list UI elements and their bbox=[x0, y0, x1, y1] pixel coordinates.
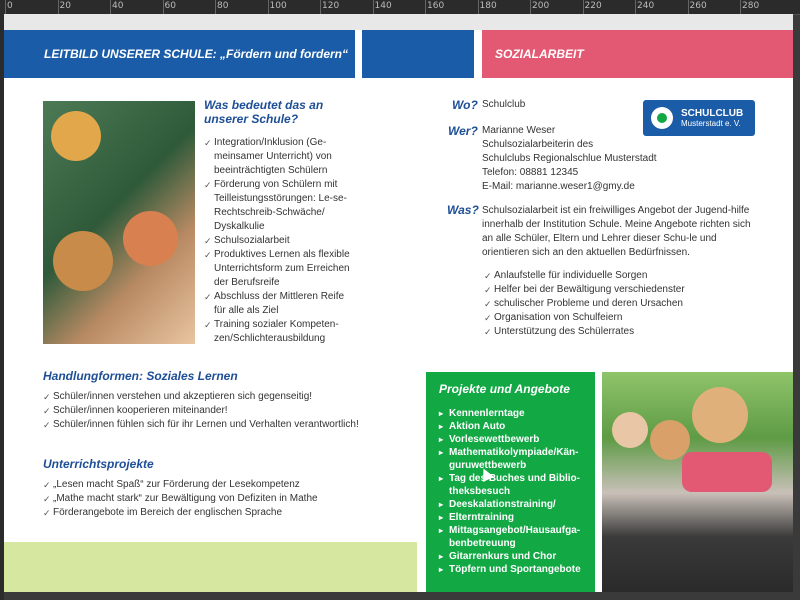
sozial-item: ✓ schulischer Probleme und deren Ursachen bbox=[484, 297, 754, 311]
handlung-item: ✓ Schüler/innen kooperieren miteinander! bbox=[43, 404, 423, 418]
angebote-item: ▸ Mittagsangebot/Hausaufga-benbetreuung bbox=[439, 524, 589, 550]
ruler-label: 220 bbox=[584, 1, 602, 11]
sozial-item: ✓ Unterstützung des Schülerrates bbox=[484, 325, 754, 339]
ruler-label: 0 bbox=[7, 1, 13, 11]
blue-header-block[interactable] bbox=[362, 30, 474, 78]
angebote-item: ▸ Kennenlerntage bbox=[439, 407, 589, 420]
wo-value: Schulclub bbox=[482, 99, 526, 110]
child-hair-shape bbox=[53, 231, 113, 291]
ruler-label: 40 bbox=[112, 1, 124, 11]
ruler-tick bbox=[530, 0, 531, 14]
wer-line: Marianne Weser bbox=[482, 125, 556, 136]
angebote-heading: Projekte und Angebote bbox=[439, 382, 570, 396]
ruler-tick bbox=[688, 0, 689, 14]
handlung-list bbox=[43, 390, 423, 432]
angebote-box[interactable] bbox=[426, 372, 595, 592]
ruler-tick bbox=[478, 0, 479, 14]
leitbild-title: LEITBILD UNSERER SCHULE: „Fördern und fordern“ bbox=[44, 47, 348, 61]
ruler-tick bbox=[5, 0, 6, 14]
ruler-label: 20 bbox=[59, 1, 71, 11]
teacher-hair-shape bbox=[51, 111, 101, 161]
ruler-label: 120 bbox=[322, 1, 340, 11]
projekte-item: ✓ Förderangebote im Bereich der englischen Sprache bbox=[43, 506, 423, 520]
horizontal-ruler[interactable] bbox=[0, 0, 800, 15]
was-label: Was? bbox=[447, 203, 479, 217]
angebote-item: ▸ Aktion Auto bbox=[439, 420, 589, 433]
angebote-list bbox=[439, 407, 589, 576]
wer-line: Schulclubs Regionalschlue Musterstadt bbox=[482, 153, 657, 164]
ruler-tick bbox=[58, 0, 59, 14]
ruler-label: 140 bbox=[374, 1, 392, 11]
wer-line: Telefon: 08881 12345 bbox=[482, 167, 579, 178]
ruler-label: 100 bbox=[269, 1, 287, 11]
ruler-tick bbox=[583, 0, 584, 14]
bedeutet-item: ✓ Integration/Inklusion (Ge-meinsamer Unterricht) von beeinträchtigten Schülern bbox=[204, 136, 352, 178]
angebote-item: ▸ Deeskalationstraining/ bbox=[439, 498, 589, 511]
lime-footer-block[interactable] bbox=[4, 542, 417, 592]
child-shirt-shape bbox=[682, 452, 772, 492]
was-text: Schulsozialarbeit ist ein freiwilliges Angebot der Jugend-hilfe innerhalb der Institution Schule. Meine Angebote richten sich an alle Schüler, Eltern und Lehrer dieser Schu-le und orientieren sich an den aktuellen Bedürfnissen. bbox=[482, 205, 751, 258]
handlung-item: ✓ Schüler/innen fühlen sich für ihr Lernen und Verhalten verantwortlich! bbox=[43, 418, 423, 432]
angebote-item: ▸ Mathematikolympiade/Kän-guruwettbewerb bbox=[439, 446, 589, 472]
ruler-tick bbox=[163, 0, 164, 14]
handlung-item: ✓ Schüler/innen verstehen und akzeptieren sich gegenseitig! bbox=[43, 390, 423, 404]
running-children-photo[interactable] bbox=[602, 372, 793, 592]
ruler-tick bbox=[425, 0, 426, 14]
handlung-heading: Handlungformen: Soziales Lernen bbox=[43, 369, 238, 383]
ruler-tick bbox=[268, 0, 269, 14]
ruler-tick bbox=[373, 0, 374, 14]
sozialarbeit-header-bar[interactable] bbox=[482, 30, 793, 78]
projekte-heading: Unterrichtsprojekte bbox=[43, 457, 154, 471]
bedeutet-item: ✓ Training sozialer Kompeten-zen/Schlichterausbildung bbox=[204, 318, 352, 346]
projekte-list-wrap bbox=[43, 478, 423, 520]
ruler-label: 160 bbox=[427, 1, 445, 11]
page-top-edge bbox=[4, 14, 793, 30]
sozial-list bbox=[484, 269, 754, 339]
ruler-label: 80 bbox=[217, 1, 229, 11]
leitbild-header-bar[interactable] bbox=[4, 30, 355, 78]
angebote-item: ▸ Tag des Buches und Biblio-theksbesuch bbox=[439, 472, 589, 498]
angebote-item: ▸ Gitarrenkurs und Chor bbox=[439, 550, 589, 563]
document-page bbox=[4, 30, 793, 592]
ruler-label: 180 bbox=[479, 1, 497, 11]
ruler-label: 280 bbox=[742, 1, 760, 11]
sozial-item: ✓ Helfer bei der Bewältigung verschiedenster bbox=[484, 283, 754, 297]
bedeutet-item: ✓ Schulsozialarbeit bbox=[204, 234, 352, 248]
angebote-item: ▸ Elterntraining bbox=[439, 511, 589, 524]
sozial-item: ✓ Anlaufstelle für individuelle Sorgen bbox=[484, 269, 754, 283]
ruler-tick bbox=[740, 0, 741, 14]
logo-line2: Musterstadt e. V. bbox=[681, 118, 741, 128]
bedeutet-item: ✓ Produktives Lernen als flexible Unterrichtsform zum Erreichen der Berufsreife bbox=[204, 248, 352, 290]
angebote-item: ▸ Töpfern und Sportangebote bbox=[439, 563, 589, 576]
child-face-shape bbox=[692, 387, 748, 443]
sozial-item: ✓ Organisation von Schulfeiern bbox=[484, 311, 754, 325]
bedeutet-heading: Was bedeutet das an unserer Schule? bbox=[204, 98, 324, 126]
ruler-tick bbox=[215, 0, 216, 14]
ruler-label: 260 bbox=[689, 1, 707, 11]
projekte-item: ✓ „Lesen macht Spaß“ zur Förderung der Lesekompetenz bbox=[43, 478, 423, 492]
wer-line: E-Mail: marianne.weser1@gmy.de bbox=[482, 181, 635, 192]
child-face-shape bbox=[612, 412, 648, 448]
child2-hair-shape bbox=[123, 211, 178, 266]
ruler-label: 240 bbox=[637, 1, 655, 11]
bedeutet-item: ✓ Förderung von Schülern mit Teilleistungsstörungen: Le-se-Rechtschreib-Schwäche/ Dyskalkulie bbox=[204, 178, 352, 234]
logo-line1: SCHULCLUB bbox=[681, 107, 744, 119]
sozialarbeit-title: SOZIALARBEIT bbox=[495, 47, 584, 61]
schulclub-logo bbox=[643, 100, 755, 136]
handlung-list-wrap bbox=[43, 390, 423, 432]
ruler-label: 200 bbox=[532, 1, 550, 11]
angebote-item: ▸ Vorlesewettbewerb bbox=[439, 433, 589, 446]
bedeutet-list bbox=[204, 136, 352, 346]
logo-circle-icon bbox=[651, 107, 673, 129]
sozial-list-wrap bbox=[484, 269, 754, 339]
ruler-tick bbox=[320, 0, 321, 14]
ruler-tick bbox=[635, 0, 636, 14]
ruler-label: 60 bbox=[164, 1, 176, 11]
wer-label: Wer? bbox=[448, 124, 478, 138]
teacher-children-photo[interactable] bbox=[43, 101, 195, 344]
bedeutet-item: ✓ Abschluss der Mittleren Reife für alle als Ziel bbox=[204, 290, 352, 318]
projekte-list bbox=[43, 478, 423, 520]
bedeutet-list-wrap bbox=[204, 136, 352, 346]
projekte-item: ✓ „Mathe macht stark“ zur Bewältigung von Defiziten in Mathe bbox=[43, 492, 423, 506]
ruler-tick bbox=[110, 0, 111, 14]
wer-line: Schulsozialarbeiterin des bbox=[482, 139, 594, 150]
wo-label: Wo? bbox=[452, 98, 478, 112]
